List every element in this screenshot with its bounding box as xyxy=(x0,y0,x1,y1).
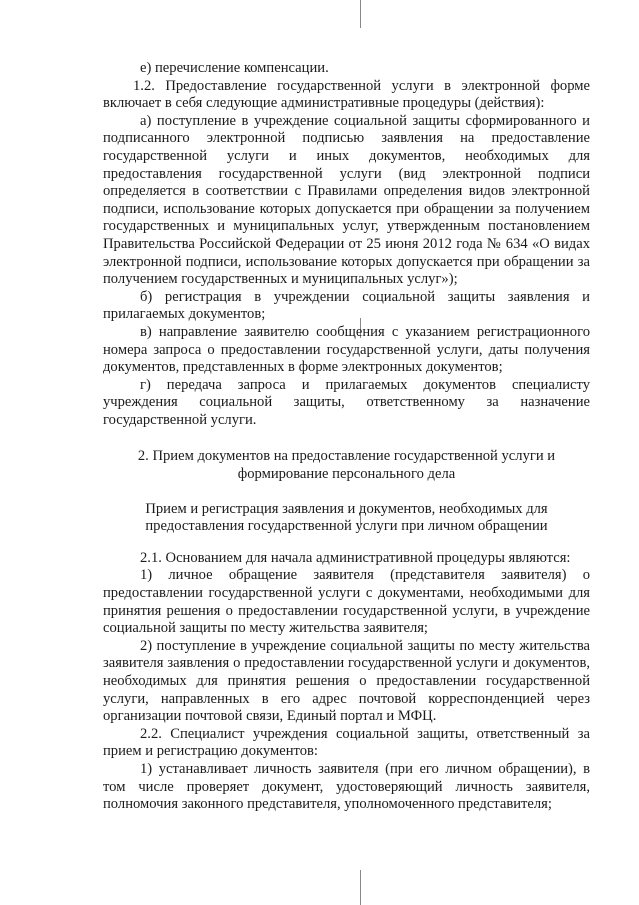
paragraph-2-1: 2.1. Основанием для начала административной процедуры являются: xyxy=(140,549,571,566)
page-fold-line-top xyxy=(360,0,361,28)
subsection-title-line-2: предоставления государственной услуги при личном обращении xyxy=(145,518,548,535)
item-v-paragraph: в) направление заявителю сообщения с указанием регистрационного номера запроса о предоставлении государственной услуги, даты получения документов, представленных в форме электронных документов; xyxy=(103,323,590,376)
section-2-title-line-2: формирование персонального дела xyxy=(237,466,456,483)
document-page xyxy=(103,60,590,814)
item-2-paragraph: 2) поступление в учреждение социальной защиты по месту жительства заявителя заявления о предоставлении государственной услуги и документов, необходимых для принятия решения о предоставлении государственной услуги, направленных в его адрес почтовой корреспонденцией через организации почтовой связи, Единый портал и МФЦ. xyxy=(103,637,590,725)
item-e-paragraph: е) перечисление компенсации. xyxy=(140,60,329,76)
section-2-title-line-1: 2. Прием документов на предоставление государственной услуги и xyxy=(137,448,556,465)
item-b-paragraph: б) регистрация в учреждении социальной защиты заявления и прилагаемых документов; xyxy=(103,288,590,323)
paragraph-1-2: 1.2. Предоставление государственной услуги в электронной форме включает в себя следующие административные процедуры (действия): xyxy=(103,77,590,112)
subsection-title-line-1: Прием и регистрация заявления и документов, необходимых для xyxy=(145,500,548,517)
item-1-paragraph: 1) личное обращение заявителя (представителя заявителя) о предоставлении государственной услуги с документами, необходимыми для принятия решения о предоставлении государственной услуги, в учреждение социальной защиты по месту жительства заявителя; xyxy=(103,567,590,637)
item-a-paragraph: а) поступление в учреждение социальной защиты сформированного и подписанного электронной подписью заявления на предоставление государственной услуги и иных документов, необходимых для предоставления государственной услуги (вид электронной подписи определяется в соответствии с Правилами определения видов электронной подписи, использование которых допускается при обращении за получением государственных и муниципальных услуг, утвержденным постановлением Правительства Российской Федерации от 25 июня 2012 года № 634 «О видах электронной подписи, использование которых допускается при обращении за получением государственных и муниципальных услуг»); xyxy=(103,112,590,288)
item-g-paragraph: г) передача запроса и прилагаемых документов специалисту учреждения социальной защиты, ответственному за назначение государственной услуги. xyxy=(103,376,590,428)
paragraph-2-2: 2.2. Специалист учреждения социальной защиты, ответственный за прием и регистрацию документов: xyxy=(103,725,590,760)
page-fold-line-bottom xyxy=(360,870,361,905)
item-2-2-1-paragraph: 1) устанавливает личность заявителя (при его личном обращении), в том числе проверяет документ, удостоверяющий личность заявителя, полномочия законного представителя, уполномоченного представителя; xyxy=(103,760,590,813)
